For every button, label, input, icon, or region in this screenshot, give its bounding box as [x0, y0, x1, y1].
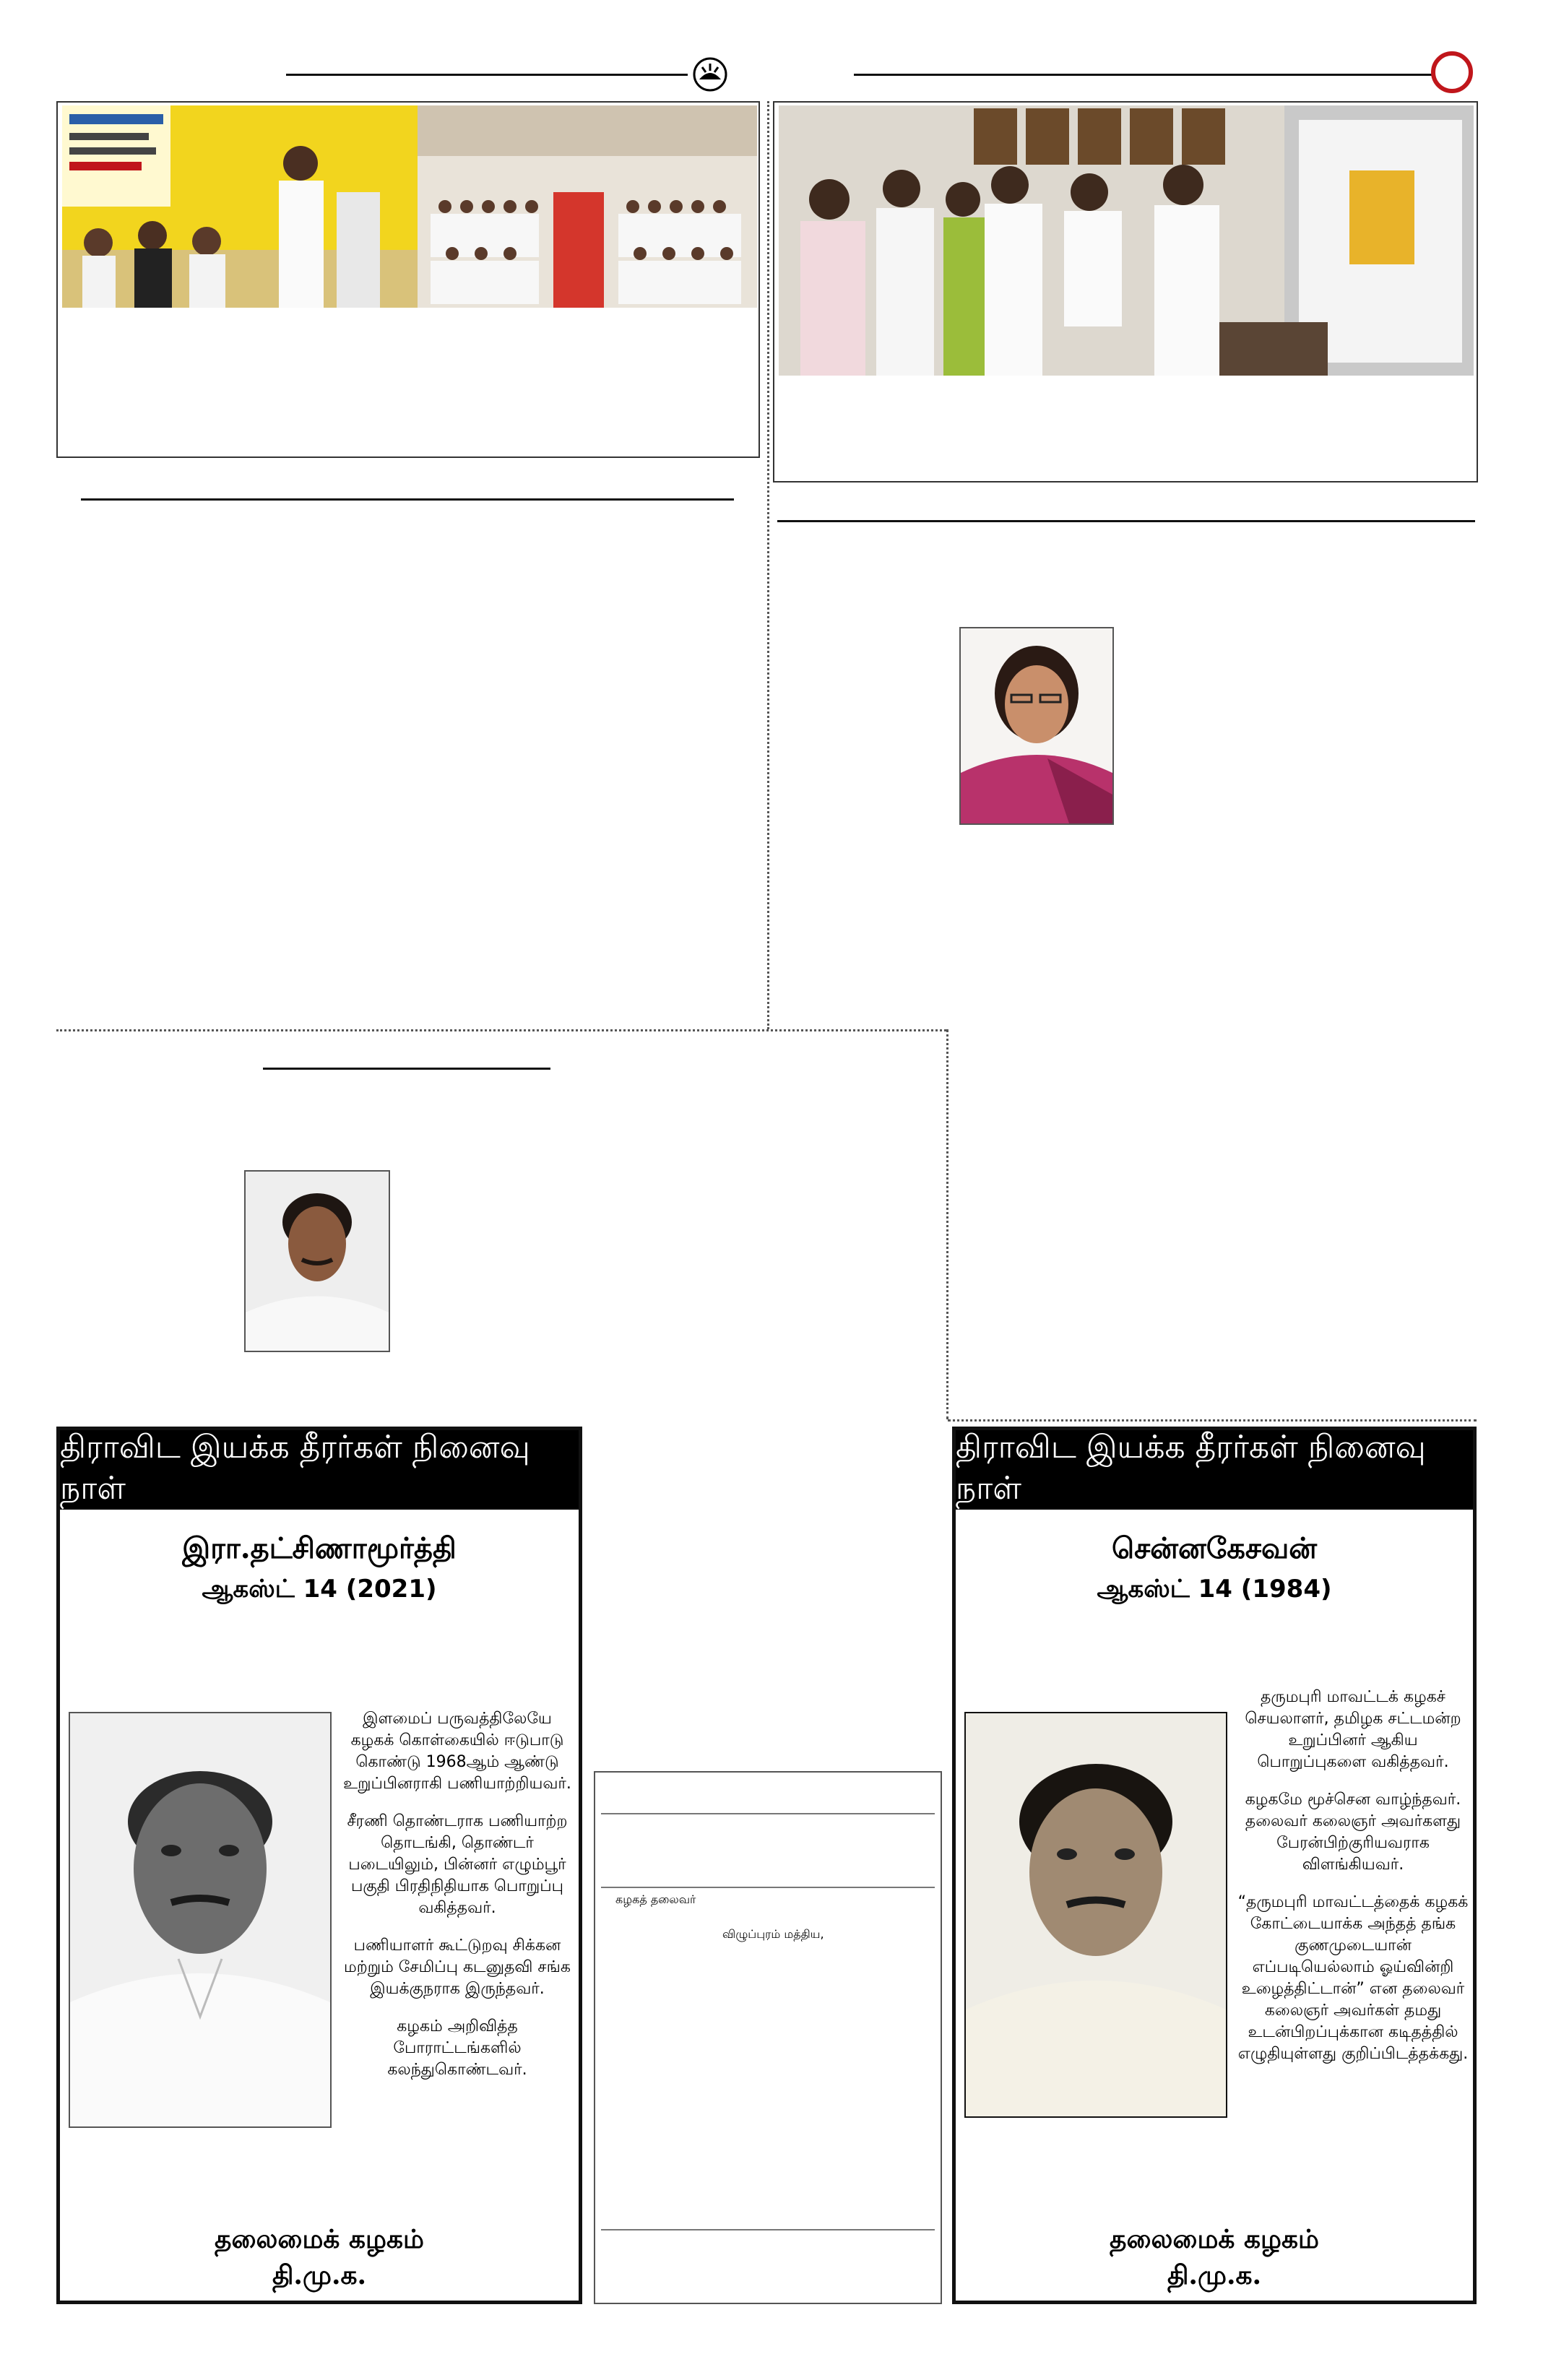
memorial-footer-party: தி.மு.க.: [272, 2260, 367, 2290]
lower-column-divider-vertical: [946, 1029, 948, 1419]
memorial-name: சென்னகேசவன்: [1111, 1531, 1318, 1565]
rising-sun-emblem-icon: [692, 56, 728, 92]
memorial-footer-org: தலைமைக் கழகம்: [1110, 2224, 1319, 2254]
memorial-portrait-photo: [69, 1712, 332, 2128]
biography-paragraph: “தருமபுரி மாவட்டத்தைக் கழகக் கோட்டையாக்க அந்தத் தங்க குணமுடையான் எப்படியெல்லாம் ஓய்வின்றி உழைத்திட்டான்” என தலைவர் கலைஞர் அவர்கள் தமது உடன்பிறப்புக்கான கடிதத்தில் எழுதியுள்ளது குறிப்பிடத்தக்கது.: [1237, 1893, 1469, 2063]
biography-paragraph: பணியாளர் கூட்டுறவு சிக்கன மற்றும் சேமிப்பு கடனுதவி சங்க இயக்குநராக இருந்தவர்.: [344, 1937, 571, 1998]
left-column-rule: [81, 498, 734, 501]
memorial-portrait-photo: [964, 1712, 1227, 2118]
memorial-card-left: [56, 1427, 582, 2304]
memorial-date: ஆகஸ்ட் 14 (1984): [1097, 1575, 1332, 1604]
top-right-rule: [854, 74, 1432, 76]
biography-paragraph: தருமபுரி மாவட்டக் கழகச் செயலாளர், தமிழக சட்டமன்ற உறுப்பினர் ஆகிய பொறுப்புகளை வகித்தவர்.: [1245, 1688, 1461, 1771]
memorial-footer: [60, 2221, 579, 2293]
biography-paragraph: கழகம் அறிவித்த போராட்டங்களில் கலந்துகொண்டவர்.: [387, 2017, 527, 2079]
memorial-biography: [1237, 1687, 1469, 2081]
lower-right-divider-horizontal: [948, 1419, 1477, 1421]
office-website-launch-photo: [779, 105, 1474, 376]
woman-portrait-photo: [959, 627, 1114, 825]
memorial-footer: [956, 2221, 1473, 2293]
red-circle-icon: [1430, 51, 1474, 94]
biography-paragraph: சீரணி தொண்டராக பணியாற்ற தொடங்கி, தொண்டர் படையிலும், பின்னர் எழும்பூர் பகுதி பிரதிநிதியாக பொறுப்பு வகித்தவர்.: [347, 1812, 568, 1917]
middle-box-line-2: விழுப்புரம் மத்திய,: [722, 1927, 824, 1941]
memorial-card-right: [952, 1427, 1477, 2304]
biography-paragraph: இளமைப் பருவத்திலேயே கழகக் கொள்கையில் ஈடுபாடு கொண்டு 1968ஆம் ஆண்டு உறுப்பினராகி பணியாற்றியவர்.: [343, 1710, 571, 1793]
biography-paragraph: கழகமே மூச்சென வாழ்ந்தவர். தலைவர் கலைஞர் அவர்களது பேரன்பிற்குரியவராக விளங்கியவர்.: [1245, 1791, 1461, 1874]
middle-box-rule-3: [601, 2229, 935, 2230]
memorial-header: திராவிட இயக்க தீரர்கள் நினைவு நாள்: [956, 1430, 1473, 1510]
middle-box-rule-2: [601, 1887, 935, 1888]
middle-notice-box: [594, 1771, 942, 2304]
memorial-name: இரா.தட்சிணாமூர்த்தி: [182, 1531, 457, 1565]
memorial-biography: [342, 1708, 573, 2097]
mid-section-rule: [263, 1068, 550, 1070]
memorial-footer-org: தலைமைக் கழகம்: [215, 2224, 424, 2254]
right-column-rule: [777, 520, 1475, 522]
memorial-date: ஆகஸ்ட் 14 (2021): [202, 1575, 437, 1604]
man-portrait-photo: [244, 1170, 390, 1352]
middle-box-line-1: கழகத் தலைவர்: [615, 1892, 696, 1906]
event-stage-and-audience-photo: [62, 105, 757, 308]
top-left-rule: [286, 74, 688, 76]
memorial-footer-party: தி.மு.க.: [1167, 2260, 1262, 2290]
middle-box-rule-1: [601, 1813, 935, 1814]
memorial-header: திராவிட இயக்க தீரர்கள் நினைவு நாள்: [60, 1430, 579, 1510]
column-divider-vertical: [767, 101, 769, 1029]
section-divider-horizontal: [56, 1029, 946, 1031]
